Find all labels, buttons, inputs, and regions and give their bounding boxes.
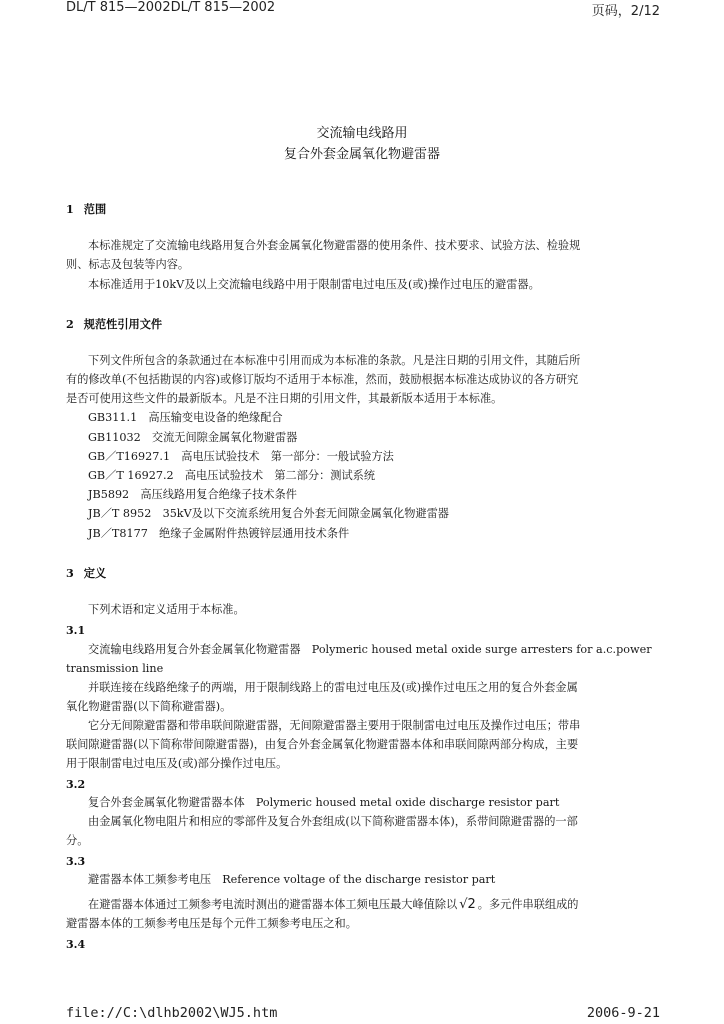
section-2-paragraph-line-2: 有的修改单(不包括勘误的内容)或修订版均不适用于本标准，然而，鼓励根据本标准达成协议的各方研究 <box>66 373 579 386</box>
subsection-3-2-term: 复合外套金属氧化物避雷器本体 Polymeric housed metal oxide discharge resistor part <box>88 796 560 809</box>
reference-item: GB11032 交流无间隙金属氧化物避雷器 <box>88 431 298 444</box>
section-3-intro: 下列术语和定义适用于本标准。 <box>88 603 245 616</box>
title-line-1: 交流输电线路用 <box>316 126 408 141</box>
subsection-3-3-paragraph-line-2: 避雷器本体的工频参考电压是每个元件工频参考电压之和。 <box>66 917 357 930</box>
section-1-paragraph-1-line-1: 本标准规定了交流输电线路用复合外套金属氧化物避雷器的使用条件、技术要求、试验方法、检验规 <box>88 239 581 252</box>
subsection-3-3-term: 避雷器本体工频参考电压 Reference voltage of the discharge resistor part <box>88 873 496 886</box>
subsection-3-1-paragraph-2-line-1: 它分无间隙避雷器和带串联间隙避雷器，无间隙避雷器主要用于限制雷电过电压及操作过电压；带串 <box>88 719 581 732</box>
subsection-3-1-paragraph-2-line-3: 用于限制雷电过电压及(或)部分操作过电压。 <box>66 757 288 770</box>
subsection-3-1-number: 3.1 <box>66 624 86 637</box>
reference-item: JB／T 8952 35kV及以下交流系统用复合外套无间隙金属氧化物避雷器 <box>88 507 449 520</box>
subsection-3-1-term-line-2: transmission line <box>66 662 164 675</box>
section-2-paragraph-line-3: 是否可使用这些文件的最新版本。凡是不注日期的引用文件，其最新版本适用于本标准。 <box>66 392 503 405</box>
header-doc-id: DL/T 815—2002DL/T 815—2002 <box>66 0 276 15</box>
reference-item: JB／T8177 绝缘子金属附件热镀锌层通用技术条件 <box>88 527 350 540</box>
subsection-3-3-number: 3.3 <box>66 855 86 868</box>
subsection-3-1-paragraph-1-line-2: 氧化物避雷器(以下简称避雷器)。 <box>66 700 232 713</box>
section-2-paragraph-line-1: 下列文件所包含的条款通过在本标准中引用而成为本标准的条款。凡是注日期的引用文件，其随后所 <box>88 354 581 367</box>
section-3-heading <box>66 565 106 581</box>
subsection-3-4-number: 3.4 <box>66 938 86 951</box>
section-3-number: 3 <box>66 566 74 580</box>
footer-file-path: file://C:\dlhb2002\WJ5.htm <box>66 1005 278 1021</box>
subsection-3-3-paragraph-line-1 <box>88 898 578 912</box>
reference-item: GB／T 16927.2 高电压试验技术 第二部分：测试系统 <box>88 469 376 482</box>
subsection-3-1-paragraph-2-line-2: 联间隙避雷器(以下简称带间隙避雷器)，由复合外套金属氧化物避雷器本体和串联间隙两部分构成，主要 <box>66 738 579 751</box>
reference-item: GB311.1 高压输变电设备的绝缘配合 <box>88 411 283 424</box>
section-1-heading <box>66 201 106 217</box>
section-1-paragraph-1-line-2: 则、标志及包装等内容。 <box>66 258 190 271</box>
section-1-paragraph-2-line-1: 本标准适用于10kV及以上交流输电线路中用于限制雷电过电压及(或)操作过电压的避雷器。 <box>88 278 540 291</box>
reference-item: JB5892 高压线路用复合绝缘子技术条件 <box>88 488 297 501</box>
subsection-3-2-paragraph-line-2: 分。 <box>66 834 89 847</box>
subsection-3-2-paragraph-line-1: 由金属氧化物电阻片和相应的零部件及复合外套组成(以下简称避雷器本体)，系带间隙避雷器的一部 <box>88 815 578 828</box>
footer-date: 2006-9-21 <box>586 1005 660 1021</box>
subsection-3-2-number: 3.2 <box>66 778 86 791</box>
section-2-heading <box>66 316 162 332</box>
subsection-3-3-text-a: 在避雷器本体通过工频参考电流时测出的避雷器本体工频电压最大峰值除以 <box>88 898 458 911</box>
section-2-number: 2 <box>66 317 74 331</box>
header-page-label: 页码，2/12 <box>591 4 660 19</box>
section-3-title: 定义 <box>83 566 107 580</box>
title-line-2: 复合外套金属氧化物避雷器 <box>283 147 440 162</box>
section-1-number: 1 <box>66 202 74 216</box>
subsection-3-1-term-line-1: 交流输电线路用复合外套金属氧化物避雷器 Polymeric housed metal oxide surge arresters for a.c.power <box>88 643 652 656</box>
subsection-3-1-paragraph-1-line-1: 并联连接在线路绝缘子的两端，用于限制线路上的雷电过电压及(或)操作过电压之用的复合外套金属 <box>88 681 578 694</box>
reference-item: GB／T16927.1 高电压试验技术 第一部分：一般试验方法 <box>88 450 394 463</box>
section-1-title: 范围 <box>83 202 107 216</box>
subsection-3-3-text-b: 。多元件串联组成的 <box>477 898 579 911</box>
sqrt-two-symbol: √2 <box>459 897 476 912</box>
section-2-title: 规范性引用文件 <box>83 317 163 331</box>
